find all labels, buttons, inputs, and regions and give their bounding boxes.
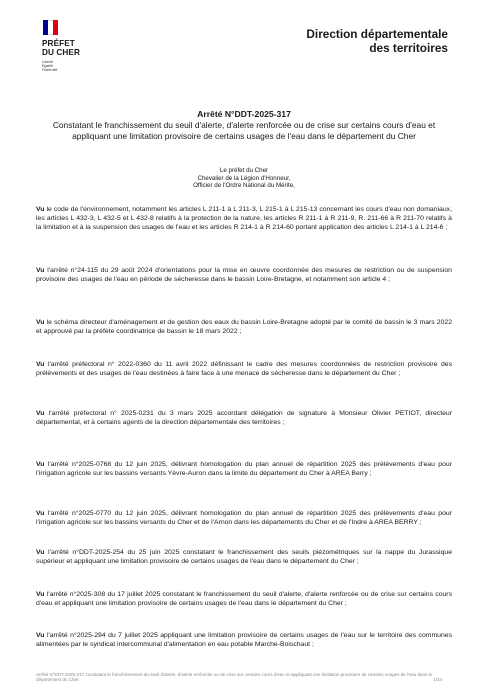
- vu-word: Vu: [36, 206, 45, 213]
- devise: [42, 60, 102, 72]
- logo-line-2: DU CHER: [42, 47, 80, 57]
- vu-text-2: l'arrêté n°24-115 du 29 août 2024 d'orientations pour la mise en œuvre coordonnée des mesures de restriction ou de suspension provisoire des usages de l'eau en période de sécheresse dans le bassin Loire-Bretagne, et notamment son article 4 ;: [36, 267, 452, 284]
- vu-word: Vu: [36, 461, 45, 468]
- arrete-heading: [40, 109, 448, 141]
- devise-liberte: Liberté: [42, 60, 53, 65]
- vu-word: Vu: [36, 410, 45, 417]
- vu-text-8: l'arrêté n°DDT-2025-254 du 25 juin 2025 constatant le franchissement des seuils piézométriques sur la nappe du Jurassique supérieur et appliquant une limitation provisoire de certains usages de l'eau dans le département du Cher ;: [36, 549, 452, 566]
- vu-text-3: le schéma directeur d'aménagement et de gestion des eaux du bassin Loire-Bretagne adopté par le comité de bassin le 3 mars 2022 et approuvé par la préfète coordinatrice de bassin le 18 mars 2022 ;: [36, 319, 452, 336]
- tricolor-flag-icon: [43, 20, 58, 35]
- vu-text-1: le code de l'environnement, notamment les articles L 211-1 à L 211-3, L 215-1 à L 215-13 concernant les cours d'eau non domaniaux, les articles L 432-3, L 432-5 et L 432-8 relatifs à la protection de la nature, les articles R 211-1 à R 211-9, R. 211-66 à R 211-70 relatifs à la limitation et à la suspension des usages de l'eau et les articles R 214-1 à R 214-60 portant application des articles L 214-1 à L 214-6 ;: [36, 206, 452, 232]
- page-number: 1/34: [433, 677, 442, 682]
- devise-egalite: Égalité: [42, 64, 53, 69]
- direction-line-2: des territoires: [369, 41, 448, 56]
- vu-word: Vu: [36, 319, 45, 326]
- vu-text-7: l'arrêté n°2025-0770 du 12 juin 2025, délivrant homologation du plan annuel de répartition 2025 des prélèvements d'eau pour l'irrigation agricole sur les bassins versants du Cher et de l'Arnon dans les départements du Cher et de l'Indre à AREA BERRY ;: [36, 510, 452, 527]
- vu-word: Vu: [36, 632, 45, 639]
- vu-paragraph-3: [36, 318, 452, 336]
- vu-text-6: l'arrêté n°2025-0768 du 12 juin 2025, délivrant homologation du plan annuel de répartition 2025 des prélèvements d'eau pour l'irrigation agricole sur les bassins versants Yèvre-Auron dans la limite du département du Cher à AREA Berry ;: [36, 461, 452, 478]
- prefet-line-2: Chevalier de la Légion d'Honneur,: [197, 174, 291, 182]
- page-footer: [36, 672, 452, 683]
- direction-line-1: Direction départementale: [306, 27, 448, 41]
- vu-word: Vu: [36, 267, 45, 274]
- prefet-line-3: Officier de l'Ordre National du Mérite,: [193, 182, 295, 190]
- vu-paragraph-10: [36, 631, 452, 649]
- prefet-signature-block: [40, 167, 448, 190]
- vu-paragraph-5: [36, 409, 452, 427]
- vu-paragraph-2: [36, 266, 452, 284]
- vu-paragraph-7: [36, 509, 452, 527]
- arrete-title: Arrêté N°DDT-2025-317: [197, 109, 291, 119]
- prefet-line-1: Le préfet du Cher: [219, 167, 269, 174]
- footer-text: Arrêté N°DDT-2025-317 constatant le franchissement du seuil d'alerte, d'alerte renforcée ou de crise sur certains cours d'eau et appliquant une limitation provisoire de certains usages de l'eau dans le département du Cher.: [36, 672, 432, 683]
- vu-paragraph-4: [36, 360, 452, 378]
- vu-word: Vu: [36, 549, 45, 556]
- vu-text-10: l'arrêté n°2025-294 du 7 juillet 2025 appliquant une limitation provisoire de certains usages de l'eau sur le territoire des communes alimentées par le syndicat intercommunal d'alimentation en eau potable Marche-Boischaut ;: [36, 632, 452, 649]
- devise-fraternite: Fraternité: [42, 68, 58, 73]
- vu-paragraph-1: [36, 205, 452, 233]
- vu-paragraph-8: [36, 548, 452, 566]
- vu-text-9: l'arrêté n°2025-308 du 17 juillet 2025 constatant le franchissement du seuil d'alerte, d'alerte renforcée ou de crise sur certains cours d'eau et appliquant une limitation provisoire de certains usages de l'eau dans le département du Cher ;: [36, 591, 452, 608]
- direction-title: [306, 27, 448, 55]
- vu-word: Vu: [36, 591, 45, 598]
- vu-paragraph-9: [36, 590, 452, 608]
- arrete-subject: Constatant le franchissement du seuil d'alerte, d'alerte renforcée ou de crise sur certains cours d'eau et appliquant une limitation provisoire de certains usages de l'eau dans le département du Cher: [52, 120, 436, 141]
- vu-text-4: l'arrêté préfectoral n° 2022-0360 du 11 avril 2022 définissant le cadre des mesures coordonnées de restriction provisoire des prélèvements et des usages de l'eau destinées à faire face à une menace de sécheresse dans le département du Cher ;: [36, 361, 452, 378]
- logo-text: [42, 40, 102, 57]
- vu-paragraph-6: [36, 460, 452, 478]
- vu-word: Vu: [36, 361, 45, 368]
- prefet-logo: [42, 20, 102, 72]
- logo-line-1: PRÉFET: [42, 39, 75, 48]
- vu-word: Vu: [36, 510, 45, 517]
- vu-text-5: l'arrêté préfectoral n° 2025-0231 du 3 mars 2025 accordant délégation de signature à Monsieur Olivier PETIOT, directeur départemental, et à certains agents de la direction départementale des territoires ;: [36, 410, 452, 427]
